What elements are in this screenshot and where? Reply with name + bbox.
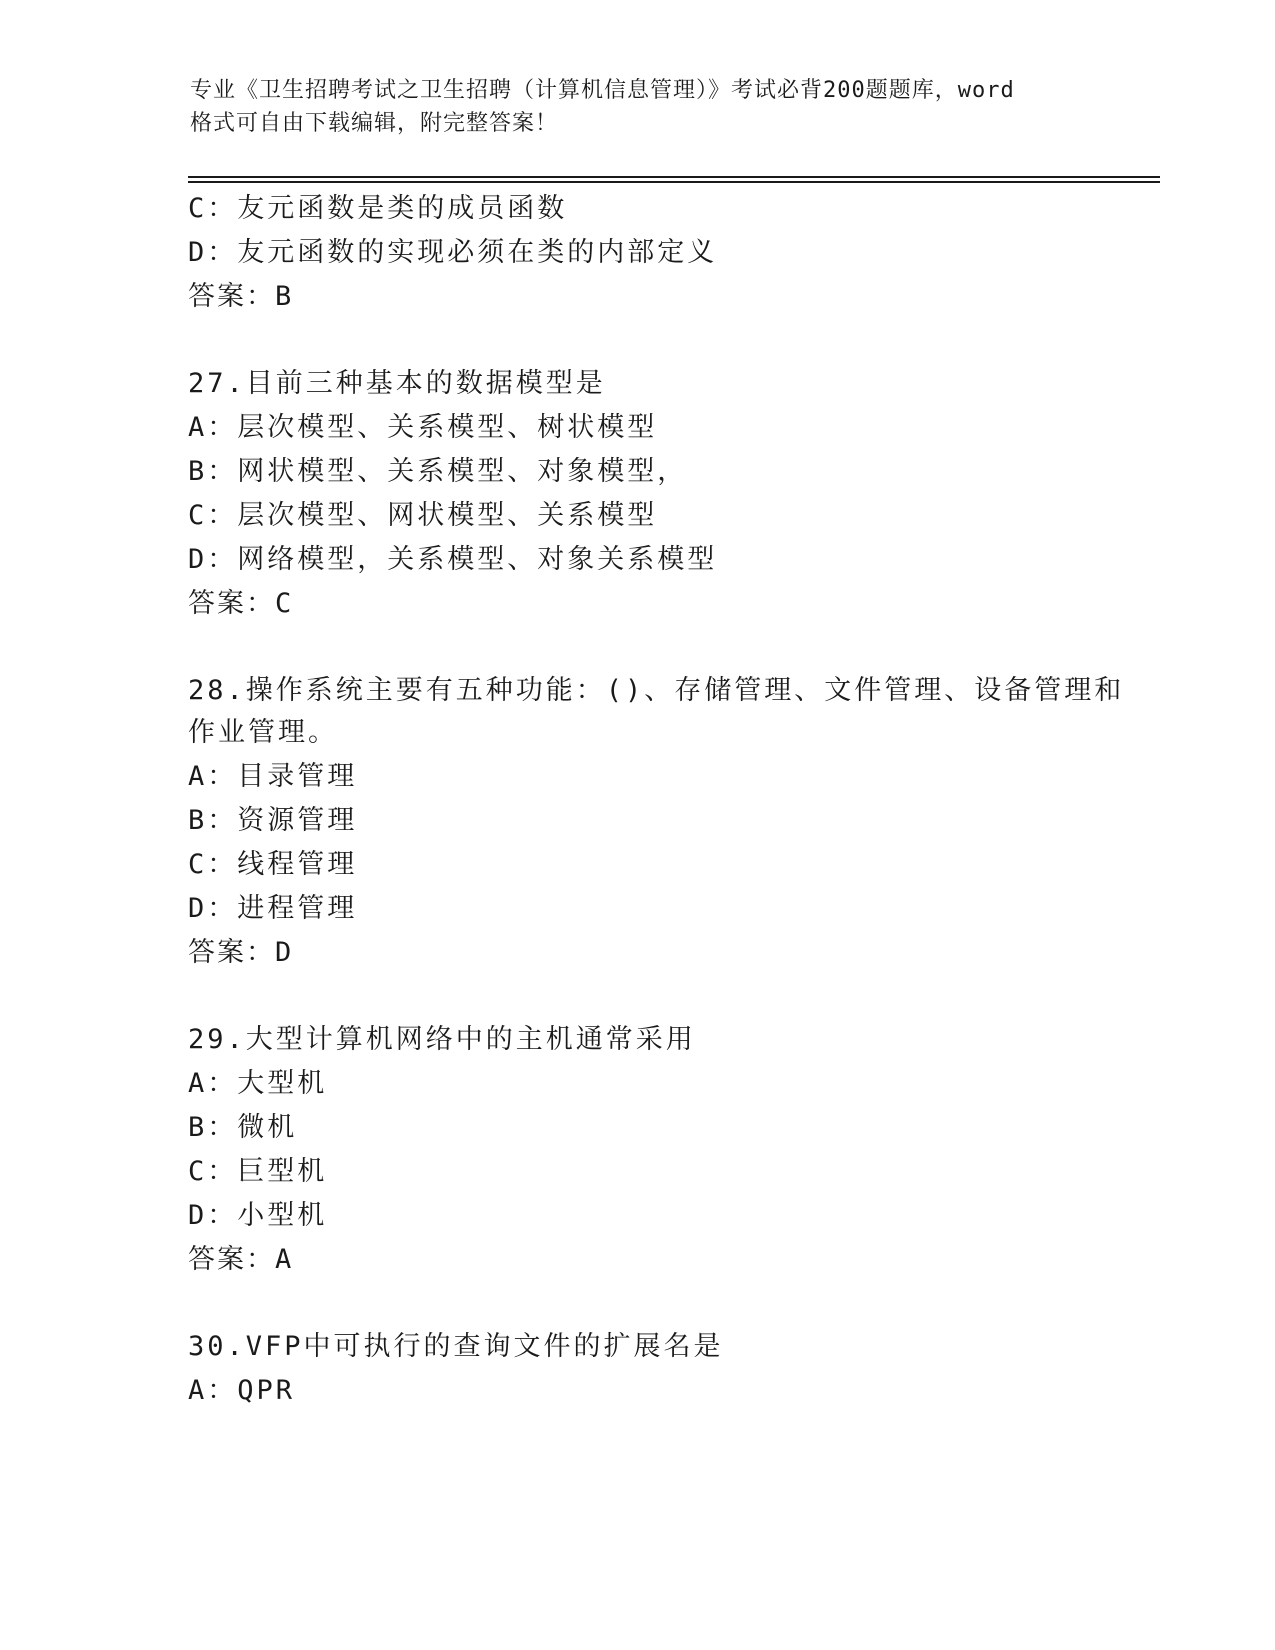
q29-question: 29.大型计算机网络中的主机通常采用 xyxy=(188,1024,696,1055)
q28-option-d: D：进程管理 xyxy=(188,893,358,924)
answer-value: A xyxy=(275,1244,294,1275)
q29-option-c: C：巨型机 xyxy=(188,1156,328,1187)
q28-option-c: C：线程管理 xyxy=(188,849,358,880)
q29-option-d: D：小型机 xyxy=(188,1200,328,1231)
answer-value: C xyxy=(275,588,294,619)
q26-option-c: C：友元函数是类的成员函数 xyxy=(188,193,568,224)
q29-option-b: B：微机 xyxy=(188,1112,298,1143)
q28-question-line-1: 28.操作系统主要有五种功能：()、存储管理、文件管理、设备管理和 xyxy=(188,675,1125,706)
q28-option-a: A：目录管理 xyxy=(188,761,358,792)
q27-option-d: D：网络模型，关系模型、对象关系模型 xyxy=(188,544,718,575)
answer-value: B xyxy=(275,281,294,312)
q27-option-c: C：层次模型、网状模型、关系模型 xyxy=(188,500,658,531)
q28-question-line-2: 作业管理。 xyxy=(188,717,338,748)
header-title-line-1: 专业《卫生招聘考试之卫生招聘（计算机信息管理）》考试必背200题题库，word xyxy=(190,78,1015,103)
q27-option-b: B：网状模型、关系模型、对象模型， xyxy=(188,456,688,487)
answer-label: 答案： xyxy=(188,1244,275,1275)
answer-value: D xyxy=(275,937,294,968)
q27-option-a: A：层次模型、关系模型、树状模型 xyxy=(188,412,658,443)
answer-label: 答案： xyxy=(188,588,275,619)
header-divider-top xyxy=(188,176,1160,178)
q28-answer xyxy=(188,935,293,971)
header-title-line-2: 格式可自由下载编辑，附完整答案！ xyxy=(190,111,559,136)
document-header xyxy=(190,74,1090,140)
q26-answer xyxy=(188,279,293,315)
q26-option-d: D：友元函数的实现必须在类的内部定义 xyxy=(188,237,718,268)
answer-label: 答案： xyxy=(188,937,275,968)
answer-label: 答案： xyxy=(188,281,275,312)
q30-question: 30.VFP中可执行的查询文件的扩展名是 xyxy=(188,1331,724,1362)
q29-option-a: A：大型机 xyxy=(188,1068,328,1099)
q27-question: 27.目前三种基本的数据模型是 xyxy=(188,368,606,399)
q28-option-b: B：资源管理 xyxy=(188,805,358,836)
q29-answer xyxy=(188,1242,293,1278)
q30-option-a: A：QPR xyxy=(188,1375,296,1406)
header-divider-bottom xyxy=(188,181,1160,183)
q27-answer xyxy=(188,586,293,622)
